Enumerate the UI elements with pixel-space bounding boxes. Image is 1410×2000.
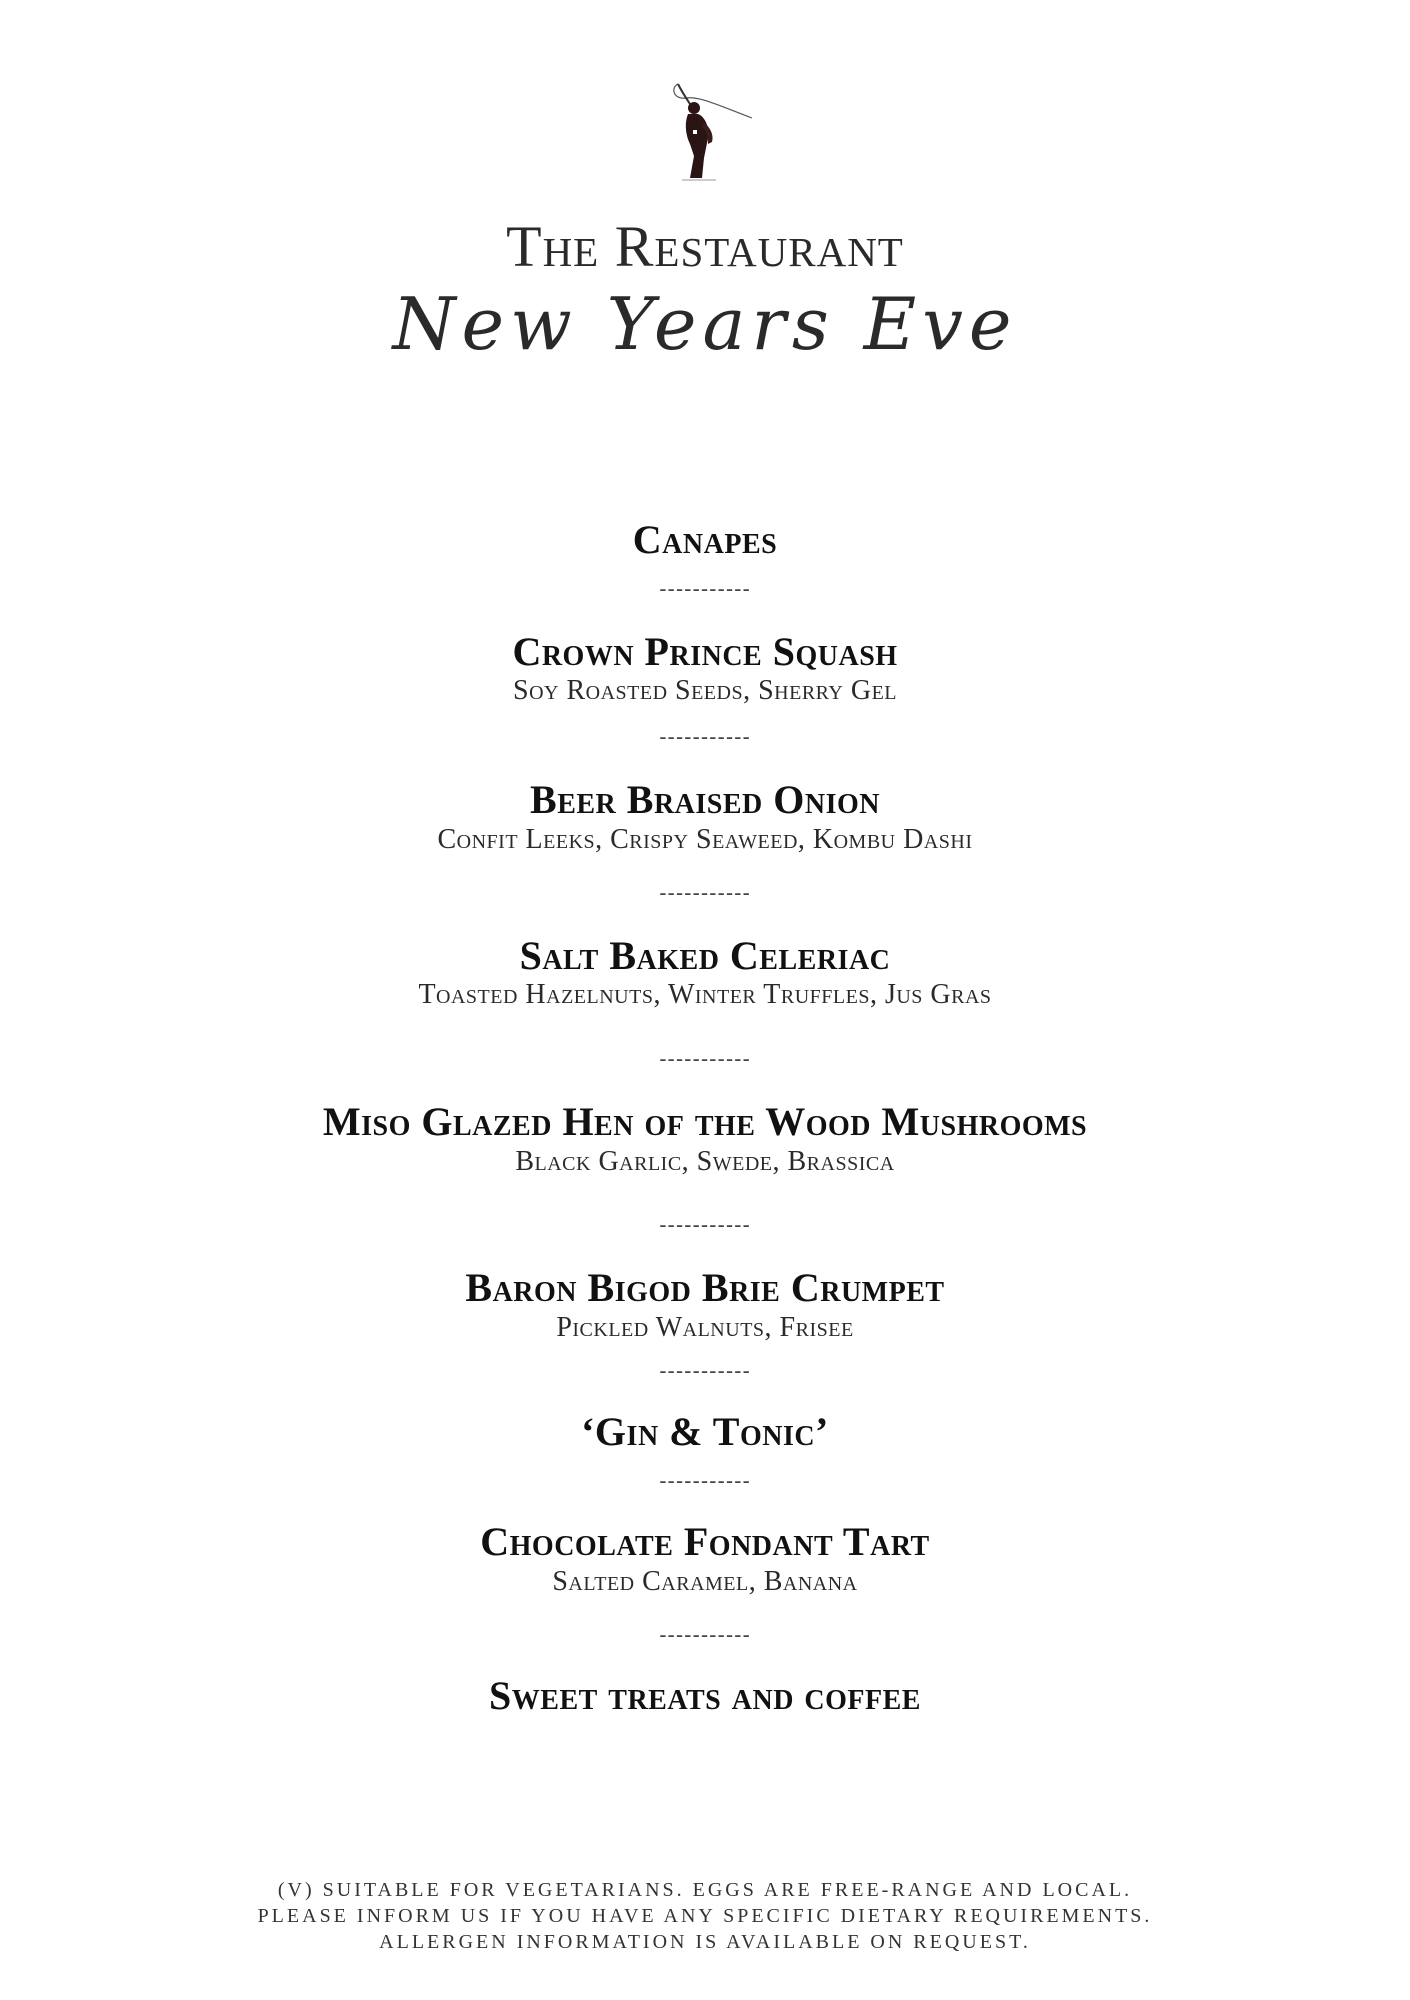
separator: -----------	[659, 1358, 751, 1383]
course-sweet-treats-and-coffee: Sweet treats and coffee	[489, 1673, 921, 1718]
separator: -----------	[659, 1622, 751, 1647]
event-title: New Years Eve	[392, 282, 1018, 366]
course-baron-bigod-brie-crumpet: Baron Bigod Brie Crumpet	[465, 1265, 945, 1310]
course-miso-glazed-mushrooms: Miso Glazed Hen of the Wood Mushrooms	[322, 1099, 1088, 1144]
separator: -----------	[659, 1468, 751, 1493]
course-canapes: Canapes	[632, 517, 778, 562]
course-description: Soy Roasted Seeds, Sherry Gel	[513, 675, 897, 706]
footer-line-allergen: ALLERGEN INFORMATION IS AVAILABLE ON REQUEST.	[379, 1931, 1031, 1953]
footer-line-vegetarian: (V) SUITABLE FOR VEGETARIANS. EGGS ARE FREE-RANGE AND LOCAL.	[277, 1879, 1133, 1901]
restaurant-name: The Restaurant	[506, 214, 904, 279]
course-crown-prince-squash: Crown Prince Squash	[512, 629, 898, 674]
course-salt-baked-celeriac: Salt Baked Celeriac	[519, 933, 891, 978]
separator: -----------	[659, 1046, 751, 1071]
course-chocolate-fondant-tart: Chocolate Fondant Tart	[480, 1519, 930, 1564]
separator: -----------	[659, 880, 751, 905]
course-description: Salted Caramel, Banana	[552, 1566, 858, 1597]
course-description: Black Garlic, Swede, Brassica	[515, 1146, 895, 1177]
course-gin-and-tonic: ‘Gin & Tonic’	[581, 1409, 829, 1454]
separator: -----------	[659, 576, 751, 601]
separator: -----------	[659, 724, 751, 749]
course-description: Confit Leeks, Crispy Seaweed, Kombu Dashi	[437, 824, 973, 855]
footer-line-dietary: PLEASE INFORM US IF YOU HAVE ANY SPECIFIC DIETARY REQUIREMENTS.	[257, 1905, 1153, 1927]
course-description: Pickled Walnuts, Frisee	[556, 1312, 854, 1343]
course-description: Toasted Hazelnuts, Winter Truffles, Jus Gras	[418, 979, 992, 1010]
separator: -----------	[659, 1212, 751, 1237]
course-beer-braised-onion: Beer Braised Onion	[530, 777, 880, 822]
